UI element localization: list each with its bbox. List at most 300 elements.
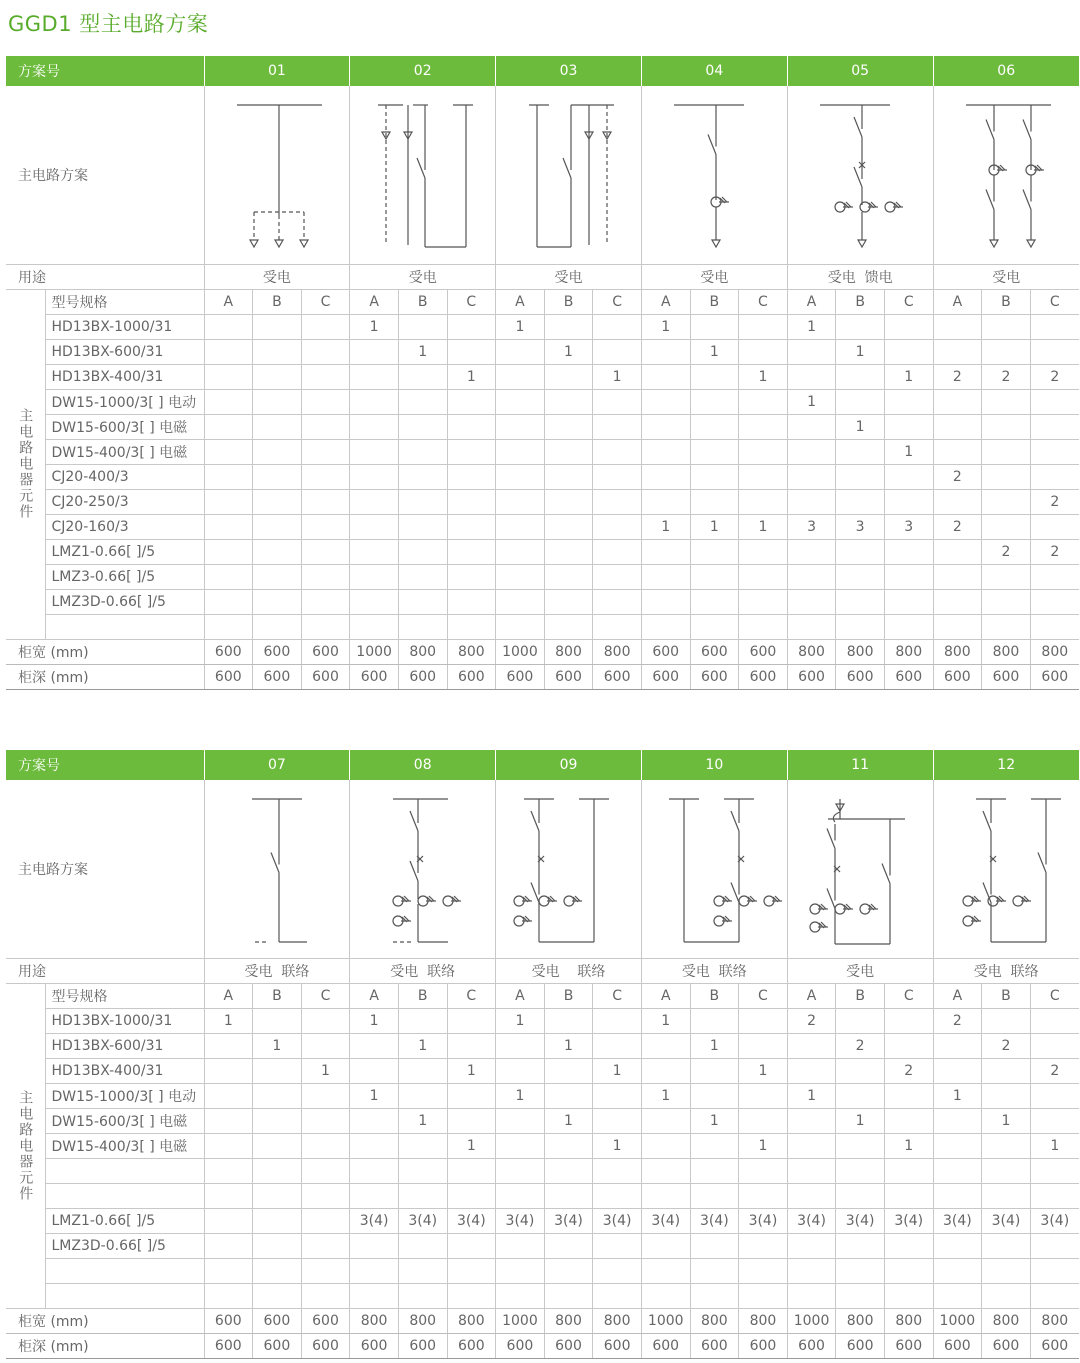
scheme-number: 04 [641, 56, 787, 86]
subcol-label: B [690, 983, 739, 1008]
component-qty: 1 [787, 1083, 836, 1108]
component-qty: 2 [884, 1058, 933, 1083]
subcol-label: C [739, 983, 788, 1008]
subcol-label: A [204, 983, 253, 1008]
component-qty [593, 414, 642, 439]
component-qty [836, 1008, 885, 1033]
component-qty: 1 [739, 514, 788, 539]
component-qty [204, 1208, 253, 1233]
scheme-number: 11 [787, 750, 933, 780]
component-qty [496, 489, 545, 514]
component-qty [253, 1108, 302, 1133]
component-qty [982, 339, 1031, 364]
component-qty [1030, 1183, 1079, 1208]
component-qty: 1 [836, 1108, 885, 1133]
model-name: LMZ3D-0.66[ ]/5 [45, 1233, 204, 1258]
component-qty [593, 614, 642, 639]
component-qty [253, 314, 302, 339]
component-qty [350, 439, 399, 464]
component-qty [982, 314, 1031, 339]
component-row [6, 414, 1079, 439]
circuit-diagram [204, 780, 350, 958]
component-qty [1030, 1283, 1079, 1308]
cabinet-depth: 600 [982, 1333, 1031, 1358]
component-qty: 2 [933, 364, 982, 389]
component-qty [204, 1133, 253, 1158]
component-qty [1030, 589, 1079, 614]
model-header-row [6, 289, 1079, 314]
component-qty [350, 1108, 399, 1133]
component-qty: 2 [1030, 489, 1079, 514]
component-qty: 1 [593, 364, 642, 389]
component-qty [204, 314, 253, 339]
model-name: HD13BX-1000/31 [45, 1008, 204, 1033]
component-qty: 3(4) [1030, 1208, 1079, 1233]
cabinet-width: 800 [884, 1308, 933, 1333]
component-qty [398, 564, 447, 589]
component-qty [982, 1083, 1031, 1108]
component-qty: 3(4) [641, 1208, 690, 1233]
subcol-label: A [350, 983, 399, 1008]
component-qty [398, 1008, 447, 1033]
model-name: HD13BX-400/31 [45, 364, 204, 389]
component-qty [301, 564, 350, 589]
cabinet-width: 600 [641, 639, 690, 664]
component-qty [593, 514, 642, 539]
component-qty [593, 464, 642, 489]
component-qty [447, 464, 496, 489]
model-name: DW15-400/3[ ] 电磁 [45, 439, 204, 464]
component-qty [1030, 514, 1079, 539]
component-qty: 2 [787, 1008, 836, 1033]
cabinet-width: 800 [884, 639, 933, 664]
component-qty [739, 1083, 788, 1108]
usage-value: 受电 联络 [350, 958, 496, 983]
component-qty [398, 389, 447, 414]
component-qty [398, 314, 447, 339]
component-qty [253, 564, 302, 589]
component-qty [253, 1058, 302, 1083]
component-qty [641, 364, 690, 389]
component-qty: 3(4) [398, 1208, 447, 1233]
component-qty [253, 1133, 302, 1158]
component-qty [593, 1233, 642, 1258]
width-label: 柜宽 (mm) [6, 1308, 204, 1333]
component-qty [253, 1008, 302, 1033]
usage-value: 受电 [204, 264, 350, 289]
cabinet-depth: 600 [350, 664, 399, 689]
component-qty [884, 1033, 933, 1058]
component-qty [1030, 1008, 1079, 1033]
scheme-number: 12 [933, 750, 1079, 780]
cabinet-depth: 600 [787, 664, 836, 689]
component-qty [787, 489, 836, 514]
component-qty [398, 1083, 447, 1108]
cabinet-width: 800 [447, 639, 496, 664]
component-qty [982, 1258, 1031, 1283]
model-name [45, 614, 204, 639]
component-qty [836, 1233, 885, 1258]
cabinet-width: 800 [836, 1308, 885, 1333]
component-qty [301, 539, 350, 564]
cabinet-depth: 600 [593, 664, 642, 689]
component-qty [982, 489, 1031, 514]
component-qty [690, 589, 739, 614]
component-qty [884, 339, 933, 364]
component-qty [544, 1233, 593, 1258]
component-qty: 2 [982, 364, 1031, 389]
component-qty: 2 [933, 464, 982, 489]
component-qty [982, 1283, 1031, 1308]
subcol-label: C [447, 289, 496, 314]
model-name: LMZ3-0.66[ ]/5 [45, 564, 204, 589]
usage-value: 受电 [641, 264, 787, 289]
component-qty [398, 1058, 447, 1083]
component-qty [301, 1008, 350, 1033]
scheme-number: 09 [496, 750, 642, 780]
component-qty: 2 [933, 1008, 982, 1033]
component-qty [204, 614, 253, 639]
component-row [6, 514, 1079, 539]
component-qty [301, 1158, 350, 1183]
component-qty [350, 1283, 399, 1308]
component-qty [641, 1033, 690, 1058]
component-qty [544, 439, 593, 464]
component-qty [933, 489, 982, 514]
component-qty [641, 1183, 690, 1208]
cabinet-depth: 600 [836, 664, 885, 689]
component-qty: 1 [398, 339, 447, 364]
component-qty [496, 539, 545, 564]
component-qty [982, 464, 1031, 489]
cabinet-depth: 600 [739, 1333, 788, 1358]
component-qty [544, 1183, 593, 1208]
component-qty [836, 614, 885, 639]
component-qty [204, 464, 253, 489]
model-name: HD13BX-600/31 [45, 339, 204, 364]
component-qty [739, 489, 788, 514]
component-qty [447, 614, 496, 639]
component-qty [544, 389, 593, 414]
circuit-diagram [350, 780, 496, 958]
component-qty [739, 339, 788, 364]
component-qty [933, 1283, 982, 1308]
diagram-row [6, 780, 1079, 958]
component-qty [933, 589, 982, 614]
width-row [6, 1308, 1079, 1333]
component-qty [836, 489, 885, 514]
component-qty [1030, 1258, 1079, 1283]
component-qty [204, 1233, 253, 1258]
component-qty [496, 1158, 545, 1183]
component-qty [641, 564, 690, 589]
subcol-label: B [544, 983, 593, 1008]
component-qty [884, 464, 933, 489]
component-qty [739, 389, 788, 414]
component-qty [253, 1158, 302, 1183]
component-qty [641, 1108, 690, 1133]
component-qty [496, 1183, 545, 1208]
component-qty [398, 439, 447, 464]
component-qty [253, 614, 302, 639]
component-qty: 2 [982, 539, 1031, 564]
component-qty [593, 1033, 642, 1058]
component-qty [933, 389, 982, 414]
component-qty [496, 1108, 545, 1133]
component-qty [204, 564, 253, 589]
component-qty [496, 414, 545, 439]
component-qty [933, 314, 982, 339]
component-qty [301, 389, 350, 414]
subcol-label: C [447, 983, 496, 1008]
component-qty [350, 339, 399, 364]
component-qty [787, 1183, 836, 1208]
component-row [6, 464, 1079, 489]
component-qty [982, 439, 1031, 464]
component-qty [301, 314, 350, 339]
component-qty [301, 1083, 350, 1108]
component-qty [884, 1283, 933, 1308]
component-qty [982, 1158, 1031, 1183]
component-qty [544, 539, 593, 564]
component-qty: 1 [933, 1083, 982, 1108]
component-qty [496, 1258, 545, 1283]
component-qty [544, 1083, 593, 1108]
component-qty [690, 564, 739, 589]
component-row [6, 389, 1079, 414]
component-qty [641, 339, 690, 364]
model-name: LMZ3D-0.66[ ]/5 [45, 589, 204, 614]
component-qty [301, 1283, 350, 1308]
cabinet-depth: 600 [593, 1333, 642, 1358]
component-qty: 3(4) [836, 1208, 885, 1233]
component-qty [884, 1108, 933, 1133]
component-qty [544, 1008, 593, 1033]
component-qty [836, 364, 885, 389]
cabinet-depth: 600 [641, 664, 690, 689]
main-circuit-label: 主电路方案 [6, 780, 204, 958]
component-row [6, 614, 1079, 639]
component-qty [301, 1233, 350, 1258]
component-qty [690, 1258, 739, 1283]
component-qty [301, 439, 350, 464]
component-qty: 1 [787, 314, 836, 339]
cabinet-width: 600 [253, 1308, 302, 1333]
cabinet-width: 800 [1030, 1308, 1079, 1333]
component-qty [982, 1058, 1031, 1083]
component-qty: 1 [690, 1033, 739, 1058]
subcol-label: C [301, 289, 350, 314]
usage-row [6, 264, 1079, 289]
component-qty: 3(4) [593, 1208, 642, 1233]
component-qty [447, 514, 496, 539]
cabinet-depth: 600 [544, 1333, 593, 1358]
component-qty [787, 1158, 836, 1183]
component-qty: 1 [350, 314, 399, 339]
components-label: 主电路电器元件 [6, 289, 45, 639]
component-qty [739, 539, 788, 564]
component-qty: 1 [398, 1108, 447, 1133]
component-qty [884, 539, 933, 564]
component-qty [982, 1133, 1031, 1158]
cabinet-width: 800 [1030, 639, 1079, 664]
component-qty [787, 339, 836, 364]
cabinet-depth: 600 [253, 1333, 302, 1358]
component-qty [447, 489, 496, 514]
component-qty: 1 [350, 1008, 399, 1033]
component-qty [593, 1283, 642, 1308]
component-qty [690, 464, 739, 489]
component-qty [641, 489, 690, 514]
usage-value: 受电 [933, 264, 1079, 289]
model-spec-label: 型号规格 [45, 289, 204, 314]
component-qty [398, 1133, 447, 1158]
component-qty [739, 464, 788, 489]
component-qty [301, 339, 350, 364]
subcol-label: A [641, 983, 690, 1008]
component-qty [447, 1233, 496, 1258]
component-qty [496, 1283, 545, 1308]
component-qty [884, 564, 933, 589]
component-qty [204, 1108, 253, 1133]
cabinet-width: 800 [593, 1308, 642, 1333]
component-qty [398, 1283, 447, 1308]
usage-value: 受电 [787, 958, 933, 983]
subcol-label: C [1030, 983, 1079, 1008]
component-qty [447, 564, 496, 589]
subcol-label: A [933, 289, 982, 314]
component-qty [1030, 314, 1079, 339]
cabinet-width: 800 [787, 639, 836, 664]
component-qty: 3 [884, 514, 933, 539]
component-qty [933, 1133, 982, 1158]
cabinet-depth: 600 [787, 1333, 836, 1358]
component-qty [787, 1108, 836, 1133]
depth-label: 柜深 (mm) [6, 1333, 204, 1358]
component-qty [253, 589, 302, 614]
component-qty [253, 339, 302, 364]
depth-row [6, 1333, 1079, 1358]
component-qty [447, 1033, 496, 1058]
component-qty: 1 [350, 1083, 399, 1108]
component-qty: 1 [301, 1058, 350, 1083]
component-qty [350, 489, 399, 514]
component-qty: 1 [836, 339, 885, 364]
component-qty: 1 [593, 1133, 642, 1158]
component-qty [836, 564, 885, 589]
component-qty [447, 389, 496, 414]
subcol-label: A [787, 289, 836, 314]
component-qty [593, 489, 642, 514]
cabinet-depth: 600 [933, 1333, 982, 1358]
component-row [6, 1058, 1079, 1083]
circuit-diagram [496, 86, 642, 264]
component-qty [641, 1283, 690, 1308]
component-qty [301, 514, 350, 539]
component-qty [933, 564, 982, 589]
component-qty [301, 489, 350, 514]
model-name [45, 1283, 204, 1308]
component-qty [253, 1283, 302, 1308]
cabinet-width: 1000 [496, 1308, 545, 1333]
component-qty [593, 589, 642, 614]
component-qty [253, 489, 302, 514]
cabinet-width: 1000 [641, 1308, 690, 1333]
component-qty [787, 614, 836, 639]
component-qty [204, 339, 253, 364]
scheme-table-2 [6, 750, 1079, 1359]
component-qty [690, 1183, 739, 1208]
model-name: HD13BX-1000/31 [45, 314, 204, 339]
component-qty: 2 [1030, 364, 1079, 389]
component-qty [398, 1233, 447, 1258]
component-qty [1030, 414, 1079, 439]
component-qty: 1 [496, 1008, 545, 1033]
component-qty [884, 414, 933, 439]
component-qty: 1 [641, 1008, 690, 1033]
component-qty: 1 [447, 1133, 496, 1158]
component-qty [350, 414, 399, 439]
cabinet-depth: 600 [544, 664, 593, 689]
subcol-label: B [982, 289, 1031, 314]
cabinet-depth: 600 [933, 664, 982, 689]
cabinet-depth: 600 [690, 664, 739, 689]
model-spec-label: 型号规格 [45, 983, 204, 1008]
subcol-label: A [204, 289, 253, 314]
model-name: CJ20-250/3 [45, 489, 204, 514]
component-qty [739, 564, 788, 589]
component-qty [301, 589, 350, 614]
component-qty [1030, 1158, 1079, 1183]
cabinet-depth: 600 [447, 664, 496, 689]
component-row [6, 1208, 1079, 1233]
component-qty [398, 1183, 447, 1208]
model-name: DW15-1000/3[ ] 电动 [45, 389, 204, 414]
component-qty [253, 364, 302, 389]
component-qty [544, 414, 593, 439]
component-qty [836, 1083, 885, 1108]
component-qty [836, 1158, 885, 1183]
component-qty [593, 1008, 642, 1033]
component-qty [204, 1058, 253, 1083]
model-name: DW15-600/3[ ] 电磁 [45, 414, 204, 439]
component-qty [447, 589, 496, 614]
component-qty [690, 489, 739, 514]
component-qty: 3(4) [933, 1208, 982, 1233]
cabinet-width: 600 [739, 639, 788, 664]
component-qty [301, 614, 350, 639]
component-row [6, 1008, 1079, 1033]
component-qty [933, 1183, 982, 1208]
component-qty [933, 1108, 982, 1133]
component-qty [350, 1183, 399, 1208]
component-qty [933, 1233, 982, 1258]
component-qty [447, 339, 496, 364]
subcol-label: C [593, 289, 642, 314]
subcol-label: B [836, 289, 885, 314]
component-qty [253, 1208, 302, 1233]
component-qty: 1 [884, 439, 933, 464]
component-qty [690, 614, 739, 639]
component-qty [593, 389, 642, 414]
component-qty [690, 1083, 739, 1108]
component-qty [1030, 1108, 1079, 1133]
component-qty [350, 539, 399, 564]
component-qty [447, 1083, 496, 1108]
circuit-diagram [350, 86, 496, 264]
component-qty [496, 589, 545, 614]
component-qty [933, 1058, 982, 1083]
